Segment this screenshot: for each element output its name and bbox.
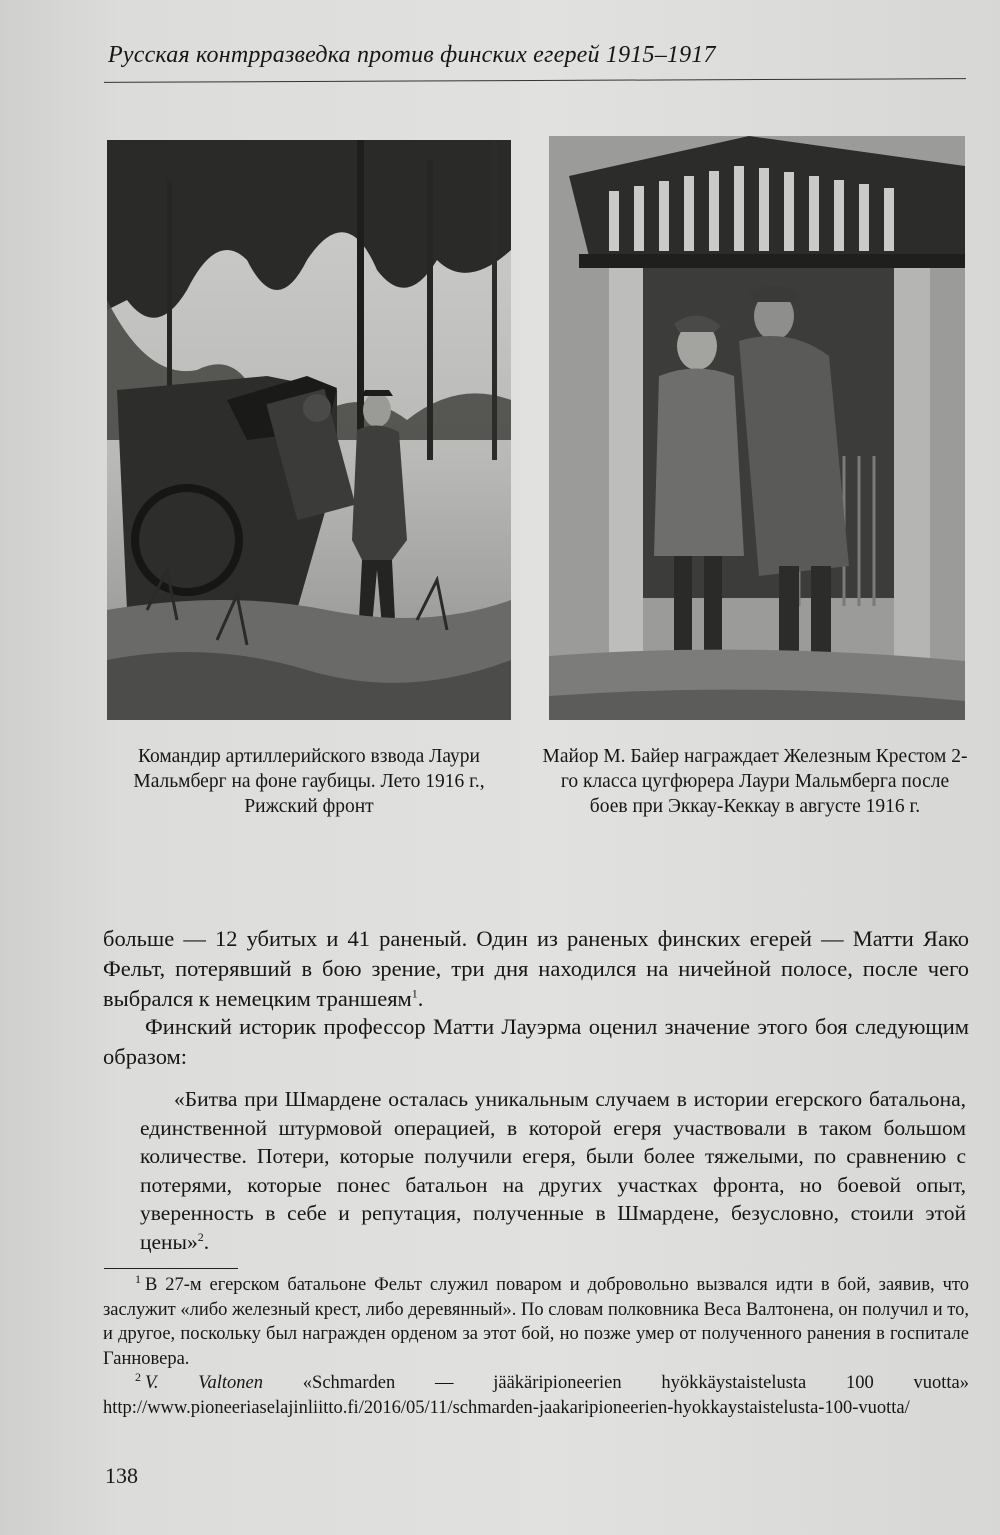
block-quote: «Битва при Шмардене осталась уникальным случаем в истории егерского батальона, единственной штурмовой операцией, в которой егеря участвовали в таком большом количестве. Потери, которые получили егеря, были более тяжелыми, по сравнению с потерями, которые понес батальон на других участках фронта, но боевой опыт, уверенность в себе и репутация, полученные в Шмардене, безусловно, стоили этой цены»$^2$.	[140, 1087, 966, 1254]
photo-howitzer	[107, 140, 511, 720]
paragraph-1: больше — 12 убитых и 41 раненый. Один из раненых финских егерей — Матти Яако Фельт, потерявший в бою зрение, три дня находился на ничейной полосе, после чего выбрался к немецким траншеям$^1$.	[103, 926, 969, 1011]
quote-text: «Битва при Шмардене осталась уникальным случаем в истории егерского батальона, единственной штурмовой операцией, в которой егеря участвовали в таком большом количестве. Потери, которые получили егеря, были более тяжелыми, по сравнению с потерями, которые понес батальон на других участках фронта, но боевой опыт, уверенность в себе и репутация, полученные в Шмардене, безусловно, стоили этой цены»	[140, 1087, 966, 1254]
footnote-2-number: 2	[135, 1369, 141, 1384]
footnote-1-number: 1	[135, 1271, 141, 1286]
footnotes	[103, 1273, 969, 1420]
figure-caption-right: Майор М. Байер награждает Железным Крестом 2-го класса цугфюрера Лаури Мальмберга после боев при Эккау-Кеккау в августе 1916 г.	[542, 746, 968, 817]
paragraph-1-text: больше — 12 убитых и 41 раненый. Один из раненых финских егерей — Матти Яако Фельт, потерявший в бою зрение, три дня находился на ничейной полосе, после чего выбрался к немецким траншеям	[103, 926, 969, 1011]
footnote-ref-2: 2	[197, 1229, 204, 1244]
footnote-1-text: В 27-м егерском батальоне Фельт служил поваром и добровольно вызвался идти в бой, заявив, что заслужит «либо железный крест, либо деревянный». По словам полковника Веса Валтонена, он получил и то, и другое, поскольку был награжден орденом за этот бой, но позже умер от полученного ранения в госпитале Ганновера.	[103, 1275, 969, 1369]
footnote-rule	[104, 1268, 238, 1269]
photo-award-ceremony	[549, 136, 965, 720]
footnote-2	[103, 1371, 969, 1420]
footnote-2-text: «Schmarden — jääkäripioneerien hyökkäystaistelusta 100 vuotta» http://www.pioneeriaselajinliitto.fi/2016/05/11/schmarden-jaakaripioneerien-hyokkaystaistelusta-100-vuotta/	[103, 1373, 969, 1418]
page-number: 138	[105, 1463, 138, 1488]
footnote-1	[103, 1273, 969, 1371]
paragraph-2: Финский историк профессор Матти Лауэрма оценил значение этого боя следующим образом:	[103, 1014, 969, 1069]
header-rule	[104, 78, 966, 83]
running-header: Русская контрразведка против финских егерей 1915–1917	[108, 42, 716, 68]
footnote-2-author: V. Valtonen	[145, 1373, 264, 1393]
footnote-ref-1: 1	[411, 986, 418, 1001]
figure-caption-left: Командир артиллерийского взвода Лаури Мальмберг на фоне гаубицы. Лето 1916 г., Рижский фронт	[133, 746, 485, 817]
